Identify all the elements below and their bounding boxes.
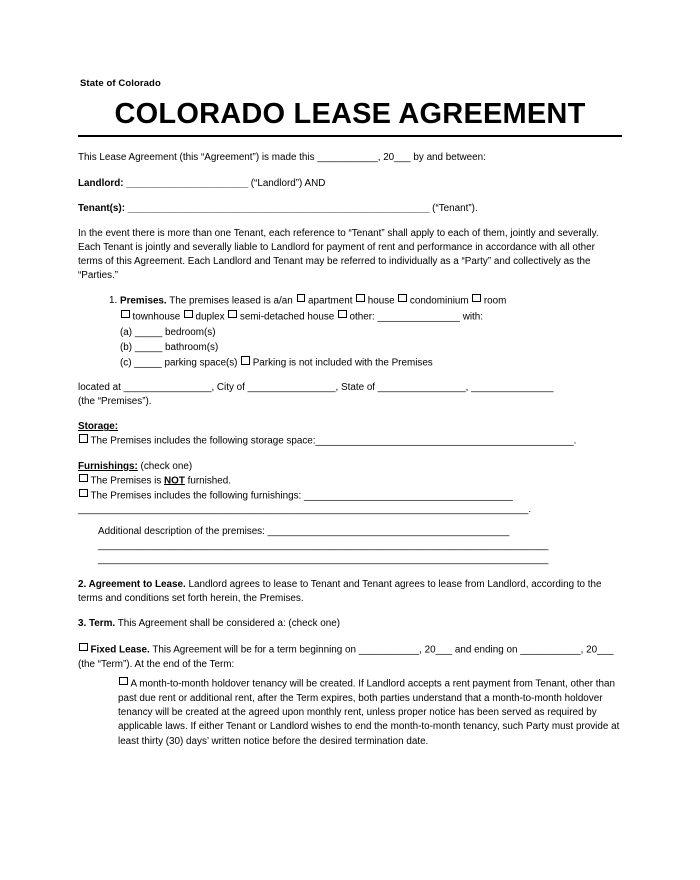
- option-other: other: _______________: [349, 311, 460, 323]
- premises-count-parking: (c) _____ parking space(s): [120, 357, 238, 369]
- fixed-lease-text: This Agreement will be for a term beginning on ___________, 20___ and ending on ___________, 20___ (the “Term”). At the end of the Term:: [78, 644, 614, 670]
- storage-heading: Storage:: [78, 421, 119, 433]
- landlord-label: Landlord:: [78, 177, 124, 189]
- option-room: room: [483, 295, 507, 307]
- tenant-suffix: (“Tenant”).: [432, 202, 478, 214]
- additional-description-line-1: __________________________________________________________________________________: [98, 540, 549, 552]
- furnishings-option-includes-row: [78, 489, 622, 504]
- checkbox-other-icon[interactable]: [338, 310, 347, 319]
- located-at-line: [78, 381, 622, 409]
- premises-count-bathrooms: (b) _____ bathroom(s): [120, 341, 219, 353]
- title-divider: [78, 135, 622, 137]
- checkbox-semi-detached-icon[interactable]: [228, 310, 237, 319]
- page-title: COLORADO LEASE AGREEMENT: [114, 98, 586, 130]
- furnishings-continuation-line: __________________________________________________________________________________.: [78, 504, 532, 516]
- premises-lead: The premises leased is a/an: [169, 295, 293, 307]
- checkbox-includes-furnishings-icon[interactable]: [79, 489, 88, 498]
- premises-options-row2: [120, 310, 622, 371]
- not-furnished-emphasis: NOT: [164, 475, 185, 487]
- storage-option-text: The Premises includes the following storage space:_______________________________________________.: [90, 435, 577, 447]
- multiple-tenant-paragraph: In the event there is more than one Tenant, each reference to “Tenant” shall apply to each of them, jointly and severally. Each Tenant is jointly and severally liable to Landlord for payment of rent and performance in accordance with all other terms of this Agreement. Each Landlord and Tenant may be referred to individually as a “Party” and collectively as the “Parties.”: [78, 227, 599, 281]
- checkbox-storage-icon[interactable]: [79, 434, 88, 443]
- option-semi-detached: semi-detached house: [239, 311, 335, 323]
- fixed-lease-block: [78, 643, 622, 750]
- premises-closing-text: (the “Premises”).: [78, 396, 152, 408]
- tenant-blank: _________________________________________________________: [127, 202, 430, 214]
- holdover-block: [78, 677, 622, 749]
- fixed-lease-heading: Fixed Lease.: [90, 644, 150, 656]
- checkbox-house-icon[interactable]: [356, 294, 365, 303]
- furnishings-option-not-furnished-row: [78, 474, 622, 489]
- landlord-blank: _______________________: [126, 177, 248, 189]
- furnishings-heading: Furnishings:: [78, 460, 138, 472]
- premises-list: [78, 294, 622, 371]
- option-duplex: duplex: [195, 311, 225, 323]
- furnishings-section: [78, 460, 622, 567]
- not-furnished-pre: The Premises is: [90, 475, 165, 487]
- checkbox-condominium-icon[interactable]: [398, 294, 407, 303]
- premises-count-bedrooms: (a) _____ bedroom(s): [120, 326, 216, 338]
- intro-paragraph: This Lease Agreement (this “Agreement”) is made this ___________, 20___ by and between:: [78, 152, 486, 164]
- additional-description-line-2: __________________________________________________________________________________: [98, 554, 549, 566]
- landlord-suffix: (“Landlord”) AND: [250, 177, 326, 189]
- furnishings-heading-suffix: (check one): [140, 460, 193, 472]
- checkbox-not-furnished-icon[interactable]: [79, 474, 88, 483]
- tenant-label: Tenant(s):: [78, 202, 125, 214]
- premises-count-parking-row: [120, 356, 622, 371]
- option-apartment: apartment: [308, 295, 353, 307]
- premises-heading: Premises.: [120, 295, 167, 307]
- checkbox-parking-not-included-icon[interactable]: [241, 356, 250, 365]
- parking-not-included-label: Parking is not included with the Premises: [252, 357, 433, 369]
- term-section: [78, 617, 622, 631]
- checkbox-duplex-icon[interactable]: [184, 310, 193, 319]
- with-label: with:: [462, 311, 483, 323]
- landlord-line: [78, 177, 622, 191]
- option-condominium: condominium: [409, 295, 469, 307]
- checkbox-holdover-icon[interactable]: [119, 677, 128, 686]
- option-townhouse: townhouse: [132, 311, 181, 323]
- checkbox-townhouse-icon[interactable]: [121, 310, 130, 319]
- term-text: This Agreement shall be considered a: (check one): [117, 618, 341, 630]
- checkbox-apartment-icon[interactable]: [297, 294, 306, 303]
- holdover-text: A month-to-month holdover tenancy will be created. If Landlord accepts a rent payment from Tenant, other than past due rent or additional rent, after the Term expires, both parties understand that a month-to-month holdover tenancy will be created at the agreed upon monthly rent, unless proper notice has been served as required by applicable laws. If either Tenant or Landlord wishes to end the month-to-month tenancy, such Party must provide at least thirty (30) days’ written notice before the desired termination date.: [118, 678, 620, 747]
- term-heading: 3. Term.: [78, 618, 116, 630]
- option-house: house: [367, 295, 395, 307]
- storage-section: [78, 420, 622, 449]
- includes-furnishings-text: The Premises includes the following furnishings: ______________________________________: [90, 490, 513, 502]
- not-furnished-post: furnished.: [184, 475, 232, 487]
- premises-item: [120, 294, 622, 371]
- tenant-line: [78, 202, 622, 216]
- furnishings-heading-row: [78, 460, 622, 474]
- agreement-to-lease-section: [78, 578, 622, 606]
- state-line: State of Colorado: [80, 78, 161, 89]
- checkbox-room-icon[interactable]: [472, 294, 481, 303]
- agreement-to-lease-text: Landlord agrees to lease to Tenant and Tenant agrees to lease from Landlord, according to the terms and conditions set forth herein, the Premises.: [78, 579, 602, 605]
- located-at-text: located at ________________, City of ________________, State of ________________, _______________: [78, 382, 554, 394]
- agreement-to-lease-heading: 2. Agreement to Lease.: [78, 579, 186, 591]
- checkbox-fixed-lease-icon[interactable]: [79, 643, 88, 652]
- additional-description-label: Additional description of the premises: ____________________________________________: [98, 526, 510, 538]
